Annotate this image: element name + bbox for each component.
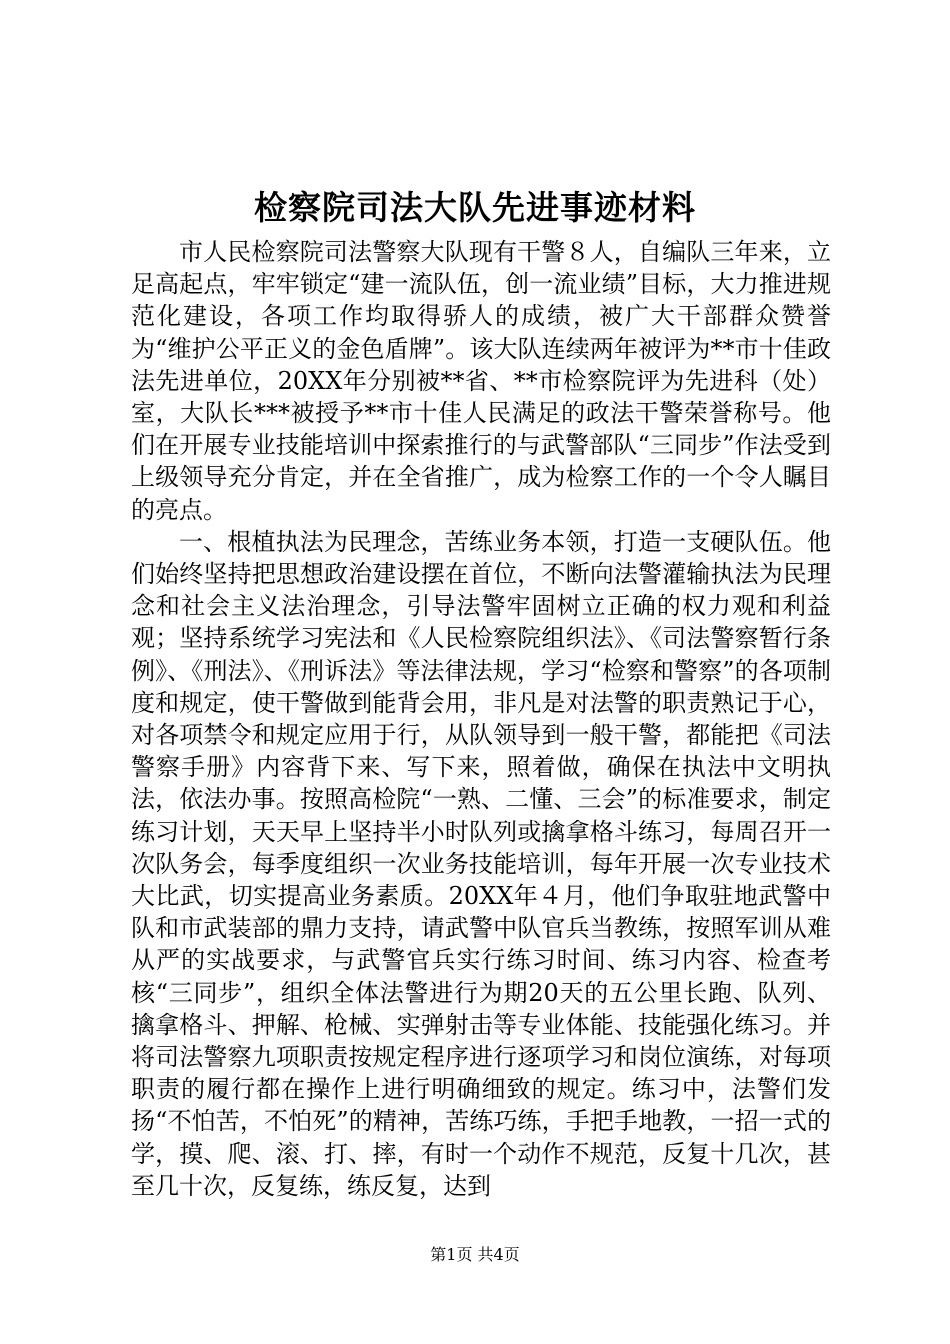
- document-body: [131, 236, 831, 1202]
- page-number: 第1页 共4页: [430, 1245, 520, 1264]
- paragraph-section-one: 一、根植执法为民理念，苦练业务本领，打造一支硬队伍。他们始终坚持把思想政治建设摆在首位，不断向法警灌输执法为民理念和社会主义法治理念，引导法警牢固树立正确的权力观和利益观；坚持系统学习宪法和《人民检察院组织法》、《司法警察暂行条例》、《刑法》、《刑诉法》等法律法规，学习“检察和警察”的各项制度和规定，使干警做到能背会用，非凡是对法警的职责熟记于心，对各项禁令和规定应用于行，从队领导到一般干警，都能把《司法警察手册》内容背下来、写下来，照着做，确保在执法中文明执法，依法办事。按照高检院“一熟、二懂、三会”的标准要求，制定练习计划，天天早上坚持半小时队列或擒拿格斗练习，每周召开一次队务会，每季度组织一次业务技能培训，每年开展一次专业技术大比武，切实提高业务素质。20XX年４月，他们争取驻地武警中队和市武装部的鼎力支持，请武警中队官兵当教练，按照军训从难从严的实战要求，与武警官兵实行练习时间、练习内容、检查考核“三同步”，组织全体法警进行为期20天的五公里长跑、队列、擒拿格斗、押解、枪械、实弹射击等专业体能、技能强化练习。并将司法警察九项职责按规定程序进行逐项学习和岗位演练，对每项职责的履行都在操作上进行明确细致的规定。练习中，法警们发扬“不怕苦，不怕死”的精神，苦练巧练，手把手地教，一招一式的学，摸、爬、滚、打、摔，有时一个动作不规范，反复十几次，甚至几十次，反复练，练反复，达到: [131, 527, 831, 1200]
- document-title: 检察院司法大队先进事迹材料: [254, 188, 696, 227]
- paragraph-intro: 市人民检察院司法警察大队现有干警８人，自编队三年来，立足高起点，牢牢锁定“建一流队伍，创一流业绩”目标，大力推进规范化建设，各项工作均取得骄人的成绩，被广大干部群众赞誉为“维护公平正义的金色盾牌”。该大队连续两年被评为**市十佳政法先进单位，20XX年分别被**省、**市检察院评为先进科（处）室，大队长***被授予**市十佳人民满足的政法干警荣誉称号。他们在开展专业技能培训中探索推行的与武警部队“三同步”作法受到上级领导充分肯定，并在全省推广，成为检察工作的一个令人瞩目的亮点。: [131, 238, 831, 524]
